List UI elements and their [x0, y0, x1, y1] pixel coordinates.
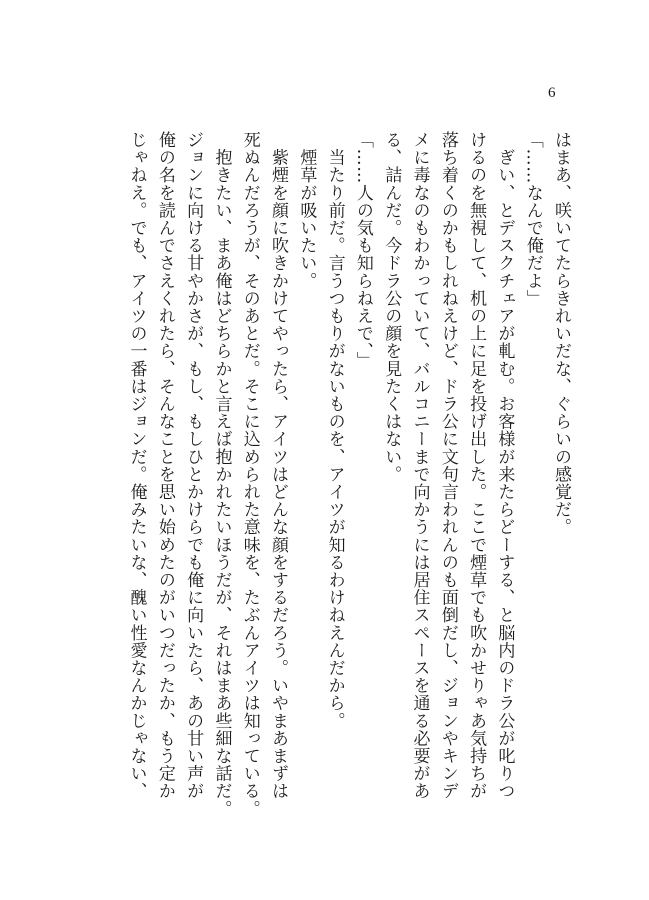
text-line: 煙草が吸いたい。 [296, 131, 317, 290]
text-line: 紫煙を顔に吹きかけてやったら、アイツはどんな顔をするだろう。いやまあまずは [268, 131, 289, 800]
page-number: 6 [548, 85, 556, 101]
text-line: 「……なんで俺だよ」 [522, 131, 543, 307]
text-line: 死ぬんだろうが、そのあとだ。そこに込められた意味を、たぶんアイツは知っている。 [239, 131, 260, 818]
body-text [97, 131, 575, 818]
text-line: 当たり前だ。言うつもりがないものを、アイツが知るわけねえんだから。 [324, 131, 345, 730]
text-line: じゃねえ。でも、アイツの一番はジョンだ。俺みたいな、醜い性愛なんかじゃない、 [126, 131, 147, 800]
text-line: 俺の名を読んでさえくれたら、そんなことを思い始めたのがいつだったか、もう定か [154, 131, 175, 800]
text-line: ぎい、とデスクチェアが軋む。お客様が来たらどーする、と脳内のドラ公が叱りつ [494, 131, 515, 800]
text-line: 「……人の気も知らねえで、」 [352, 131, 373, 369]
text-line: はまあ、咲いてたらきれいだな、ぐらいの感覚だ。 [551, 131, 571, 536]
text-line: ジョンに向ける甘やかさが、もし、もしひとかけらでも俺に向いたら、あの甘い声が [183, 131, 204, 800]
text-line: る、詰んだ。今ドラ公の顔を見たくはない。 [381, 131, 402, 483]
text-line: 抱きたい、まあ俺はどちらかと言えば抱かれたいほうだが、それはまあ些細な話だ。 [211, 131, 232, 818]
text-line: 落ち着くのかもしれねえけど、ドラ公に文句言われんのも面倒だし、ジョンやキンデ [437, 131, 458, 800]
text-line: メに毒なのもわかっていて、バルコニーまで向かうには居住スペースを通る必要があ [409, 131, 430, 800]
text-line: けるのを無視して、机の上に足を投げ出した。ここで煙草でも吹かせりゃあ気持ちが [466, 131, 487, 800]
